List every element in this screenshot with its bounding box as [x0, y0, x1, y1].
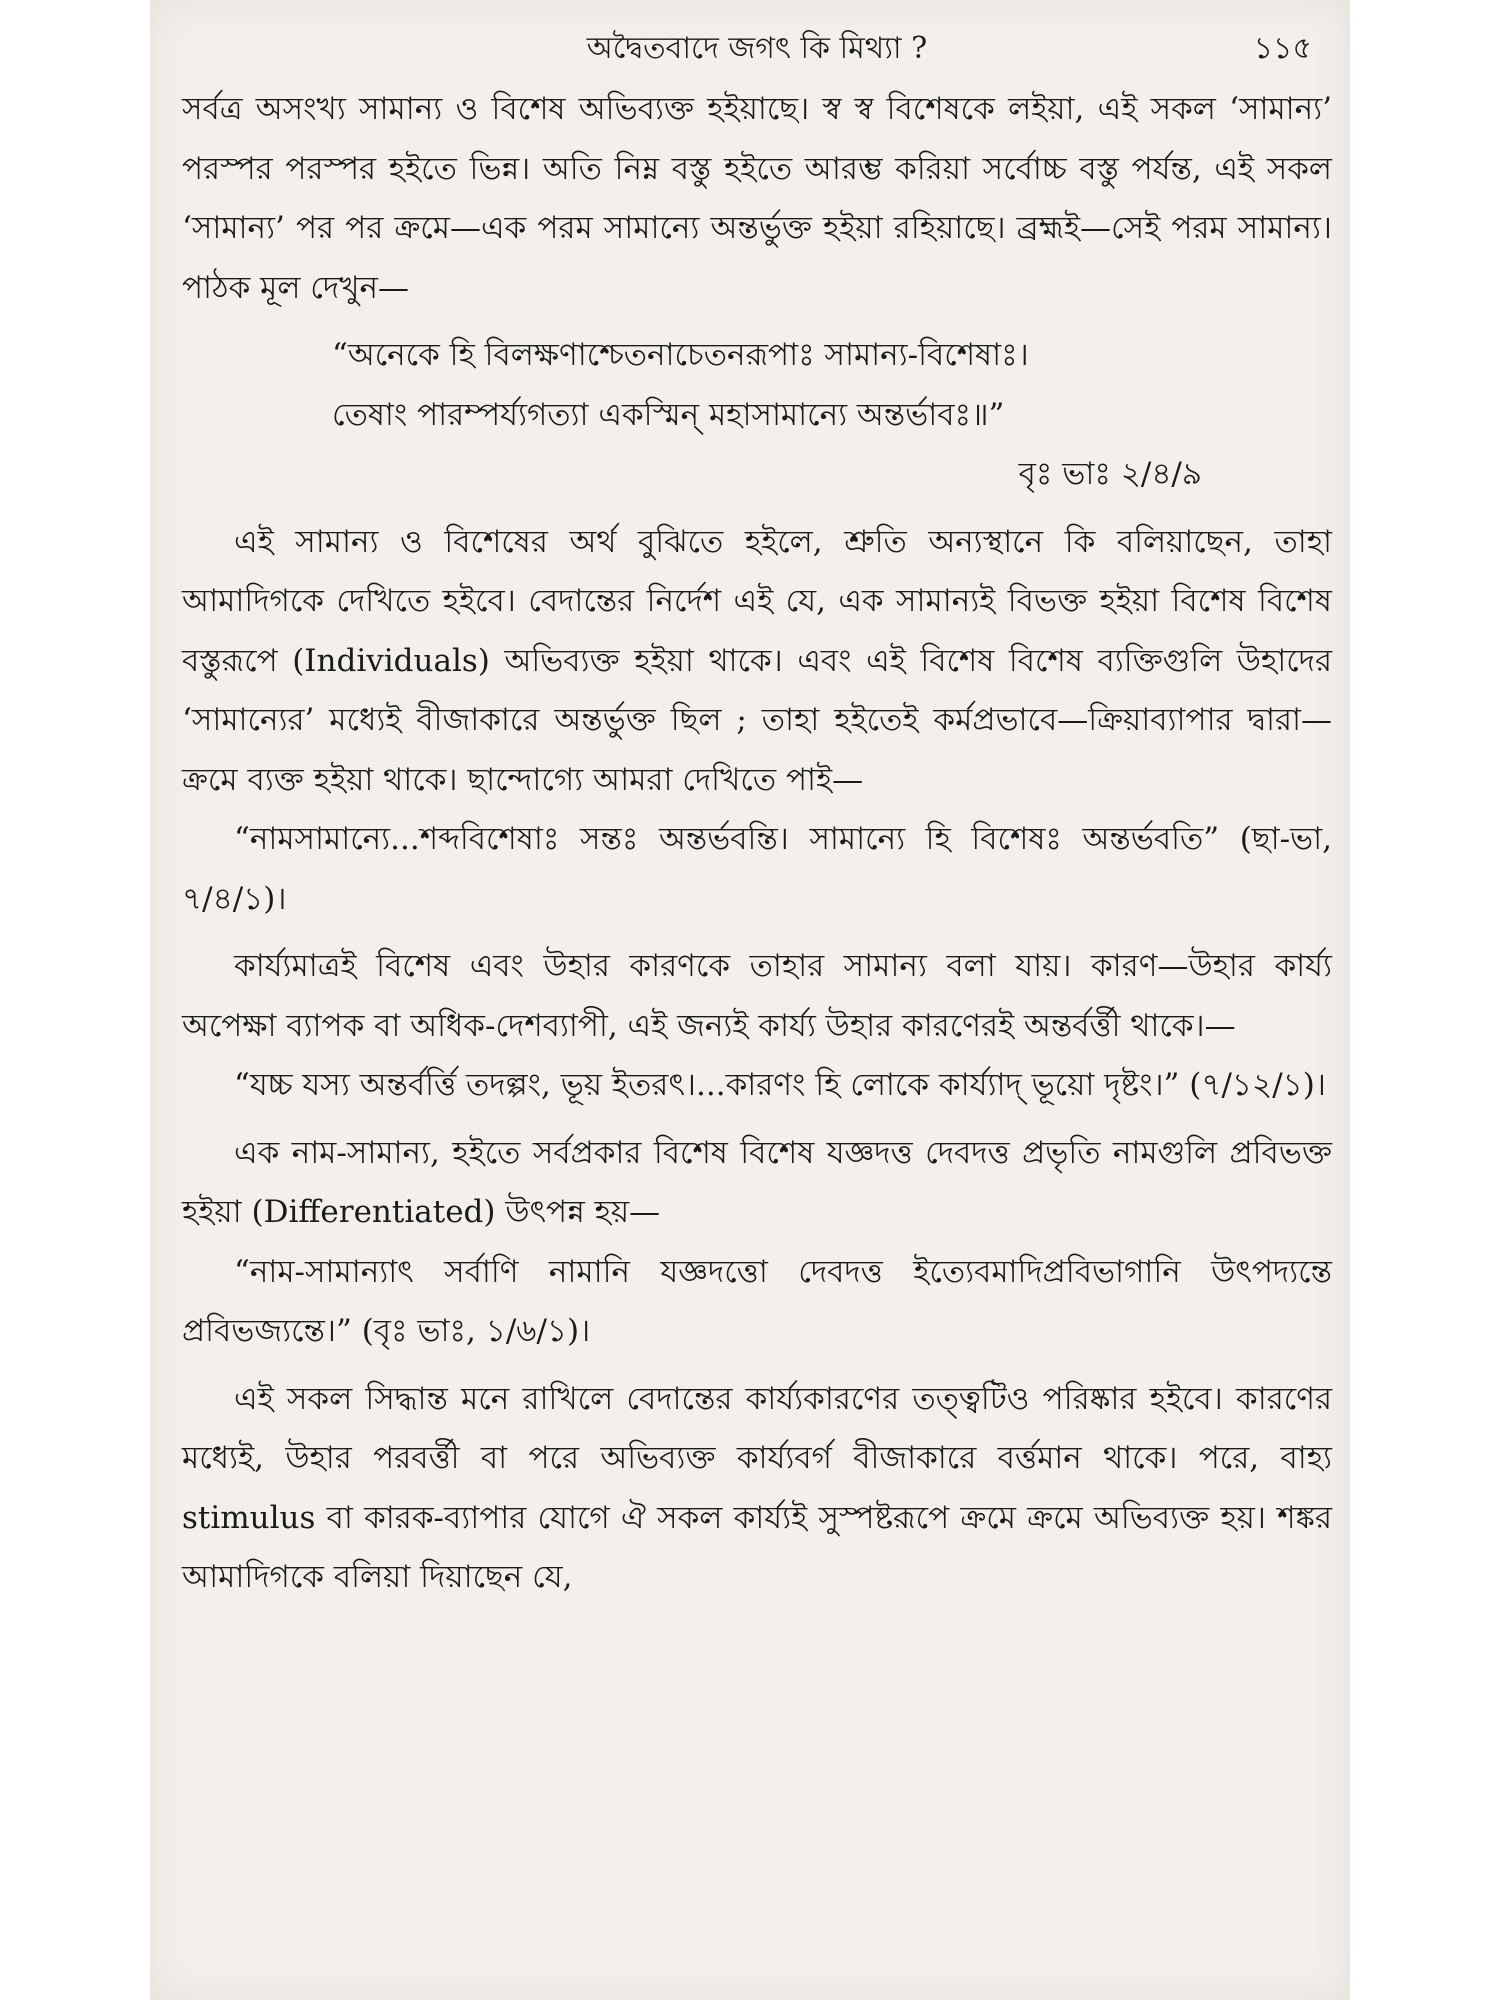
running-header	[182, 18, 1332, 80]
quote-reference: বৃঃ ভাঃ ২/৪/৯	[1018, 456, 1202, 492]
quote-line-2: তেষাং পারম্পর্য্যগত্যা একস্মিন্ মহাসামান্যে অন্তর্ভাবঃ॥”	[332, 396, 1005, 433]
quote-karana: “যচ্চ যস্য অন্তর্বর্ত্তি তদল্পং, ভূয় ইতরৎ।...কারণং হি লোকে কার্য্যাদ্ ভূয়ো দৃষ্টং।” (৭/১২/১)।	[234, 1067, 1326, 1103]
page-content	[182, 18, 1332, 1608]
quote-line-1: “অনেকে হি বিলক্ষণাশ্চেতনাচেতনরূপাঃ সামান্য-বিশেষাঃ।	[332, 337, 1029, 373]
quote-chandogya: “নামসামান্যে...শব্দবিশেষাঃ সন্তঃ অন্তর্ভবন্তি। সামান্যে হি বিশেষঃ অন্তর্ভবতি” (ছা-ভা, ৭/৪/১)।	[182, 821, 1332, 917]
paragraph-1: সর্বত্র অসংখ্য সামান্য ও বিশেষ অভিব্যক্ত হইয়াছে। স্ব স্ব বিশেষকে লইয়া, এই সকল ‘সামান্য’ পরস্পর পরস্পর হইতে ভিন্ন। অতি নিম্ন বস্তু হইতে আরম্ভ করিয়া সর্বোচ্চ বস্তু পর্যন্ত, এই সকল ‘সামান্য’ পর পর ক্রমে—এক পরম সামান্যে অন্তর্ভুক্ত হইয়া রহিয়াছে। ব্রহ্মই—সেই পরম সামান্য। পাঠক মূল দেখুন—	[182, 91, 1332, 306]
paragraph-5: এই সকল সিদ্ধান্ত মনে রাখিলে বেদান্তের কার্য্যকারণের তত্ত্বটিও পরিষ্কার হইবে। কারণের মধ্যেই, উহার পরবর্ত্তী বা পরে অভিব্যক্ত কার্য্যবর্গ বীজাকারে বর্ত্তমান থাকে। পরে, বাহ্য stimulus বা কারক-ব্যাপার যোগে ঐ সকল কার্য্যই সুস্পষ্টরূপে ক্রমে ক্রমে অভিব্যক্ত হয়। শঙ্কর আমাদিগকে বলিয়া দিয়াছেন যে,	[182, 1380, 1332, 1595]
quote-nama-samanya: “নাম-সামান্যাৎ সর্বাণি নামানি যজ্ঞদত্তো দেবদত্ত ইত্যেবমাদিপ্রবিভাগানি উৎপদ্যন্তে প্রবিভজ্যন্তে।” (বৃঃ ভাঃ, ১/৬/১)।	[182, 1253, 1332, 1349]
book-page	[150, 0, 1350, 2000]
page-number: ১১৫	[1253, 31, 1312, 66]
paragraph-3: কার্য্যমাত্রই বিশেষ এবং উহার কারণকে তাহার সামান্য বলা যায়। কারণ—উহার কার্য্য অপেক্ষা ব্যাপক বা অধিক-দেশব্যাপী, এই জন্যই কার্য্য উহার কারণেরই অন্তর্বর্ত্তী থাকে।—	[182, 948, 1332, 1044]
chapter-title: অদ্বৈতবাদে জগৎ কি মিথ্যা ?	[586, 31, 928, 66]
paragraph-2: এই সামান্য ও বিশেষের অর্থ বুঝিতে হইলে, শ্রুতি অন্যস্থানে কি বলিয়াছেন, তাহা আমাদিগকে দেখিতে হইবে। বেদান্তের নির্দেশ এই যে, এক সামান্যই বিভক্ত হইয়া বিশেষ বিশেষ বস্তুরূপে (Individuals) অভিব্যক্ত হইয়া থাকে। এবং এই বিশেষ বিশেষ ব্যক্তিগুলি উহাদের ‘সামান্যের’ মধ্যেই বীজাকারে অন্তর্ভুক্ত ছিল ; তাহা হইতেই কর্মপ্রভাবে—ক্রিয়াব্যাপার দ্বারা—ক্রমে ব্যক্ত হইয়া থাকে। ছান্দোগ্যে আমরা দেখিতে পাই—	[182, 523, 1332, 798]
paragraph-4: এক নাম-সামান্য, হইতে সর্বপ্রকার বিশেষ বিশেষ যজ্ঞদত্ত দেবদত্ত প্রভৃতি নামগুলি প্রবিভক্ত হইয়া (Differentiated) উৎপন্ন হয়—	[182, 1134, 1332, 1230]
